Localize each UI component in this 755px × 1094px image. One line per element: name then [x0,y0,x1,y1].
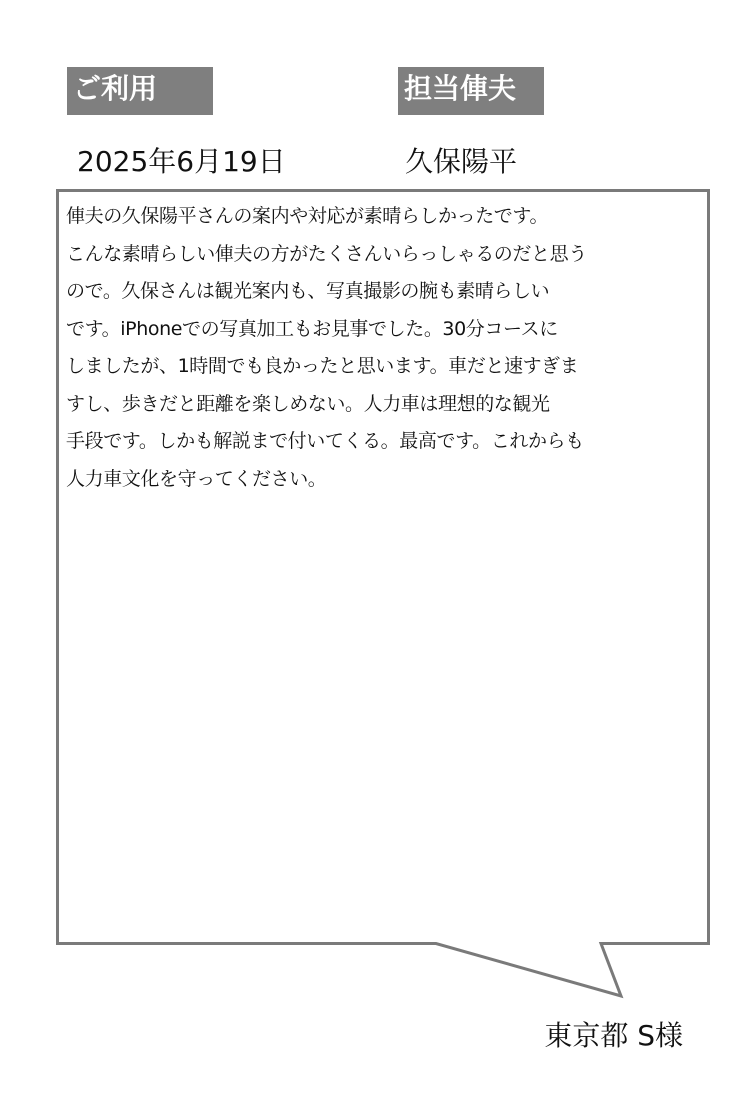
review-comment [66,198,704,498]
comment-line: 人力車文化を守ってください。 [66,467,327,490]
usage-date-value: 2025年6月19日 [77,145,286,178]
usage-date-label: ご利用 [67,67,213,115]
comment-line: 手段です。しかも解説まで付いてくる。最高です。これからも [66,430,584,452]
staff-name-value: 久保陽平 [405,145,518,178]
comment-line: 俥夫の久保陽平さんの案内や対応が素晴らしかったです。 [66,205,549,227]
comment-line: こんな素晴らしい俥夫の方がたくさんいらっしゃるのだと思う [66,242,587,265]
staff-label: 担当俥夫 [398,67,544,115]
comment-line: すし、歩きだと距離を楽しめない。人力車は理想的な観光 [66,392,550,415]
comment-line: です。iPhoneでの写真加工もお見事でした。30分コースに [66,317,558,340]
customer-signature: 東京都 S様 [544,1019,683,1052]
comment-line: ので。久保さんは観光案内も、写真撮影の腕も素晴らしい [66,280,550,302]
comment-line: しましたが、1時間でも良かったと思います。車だと速すぎま [66,355,579,377]
